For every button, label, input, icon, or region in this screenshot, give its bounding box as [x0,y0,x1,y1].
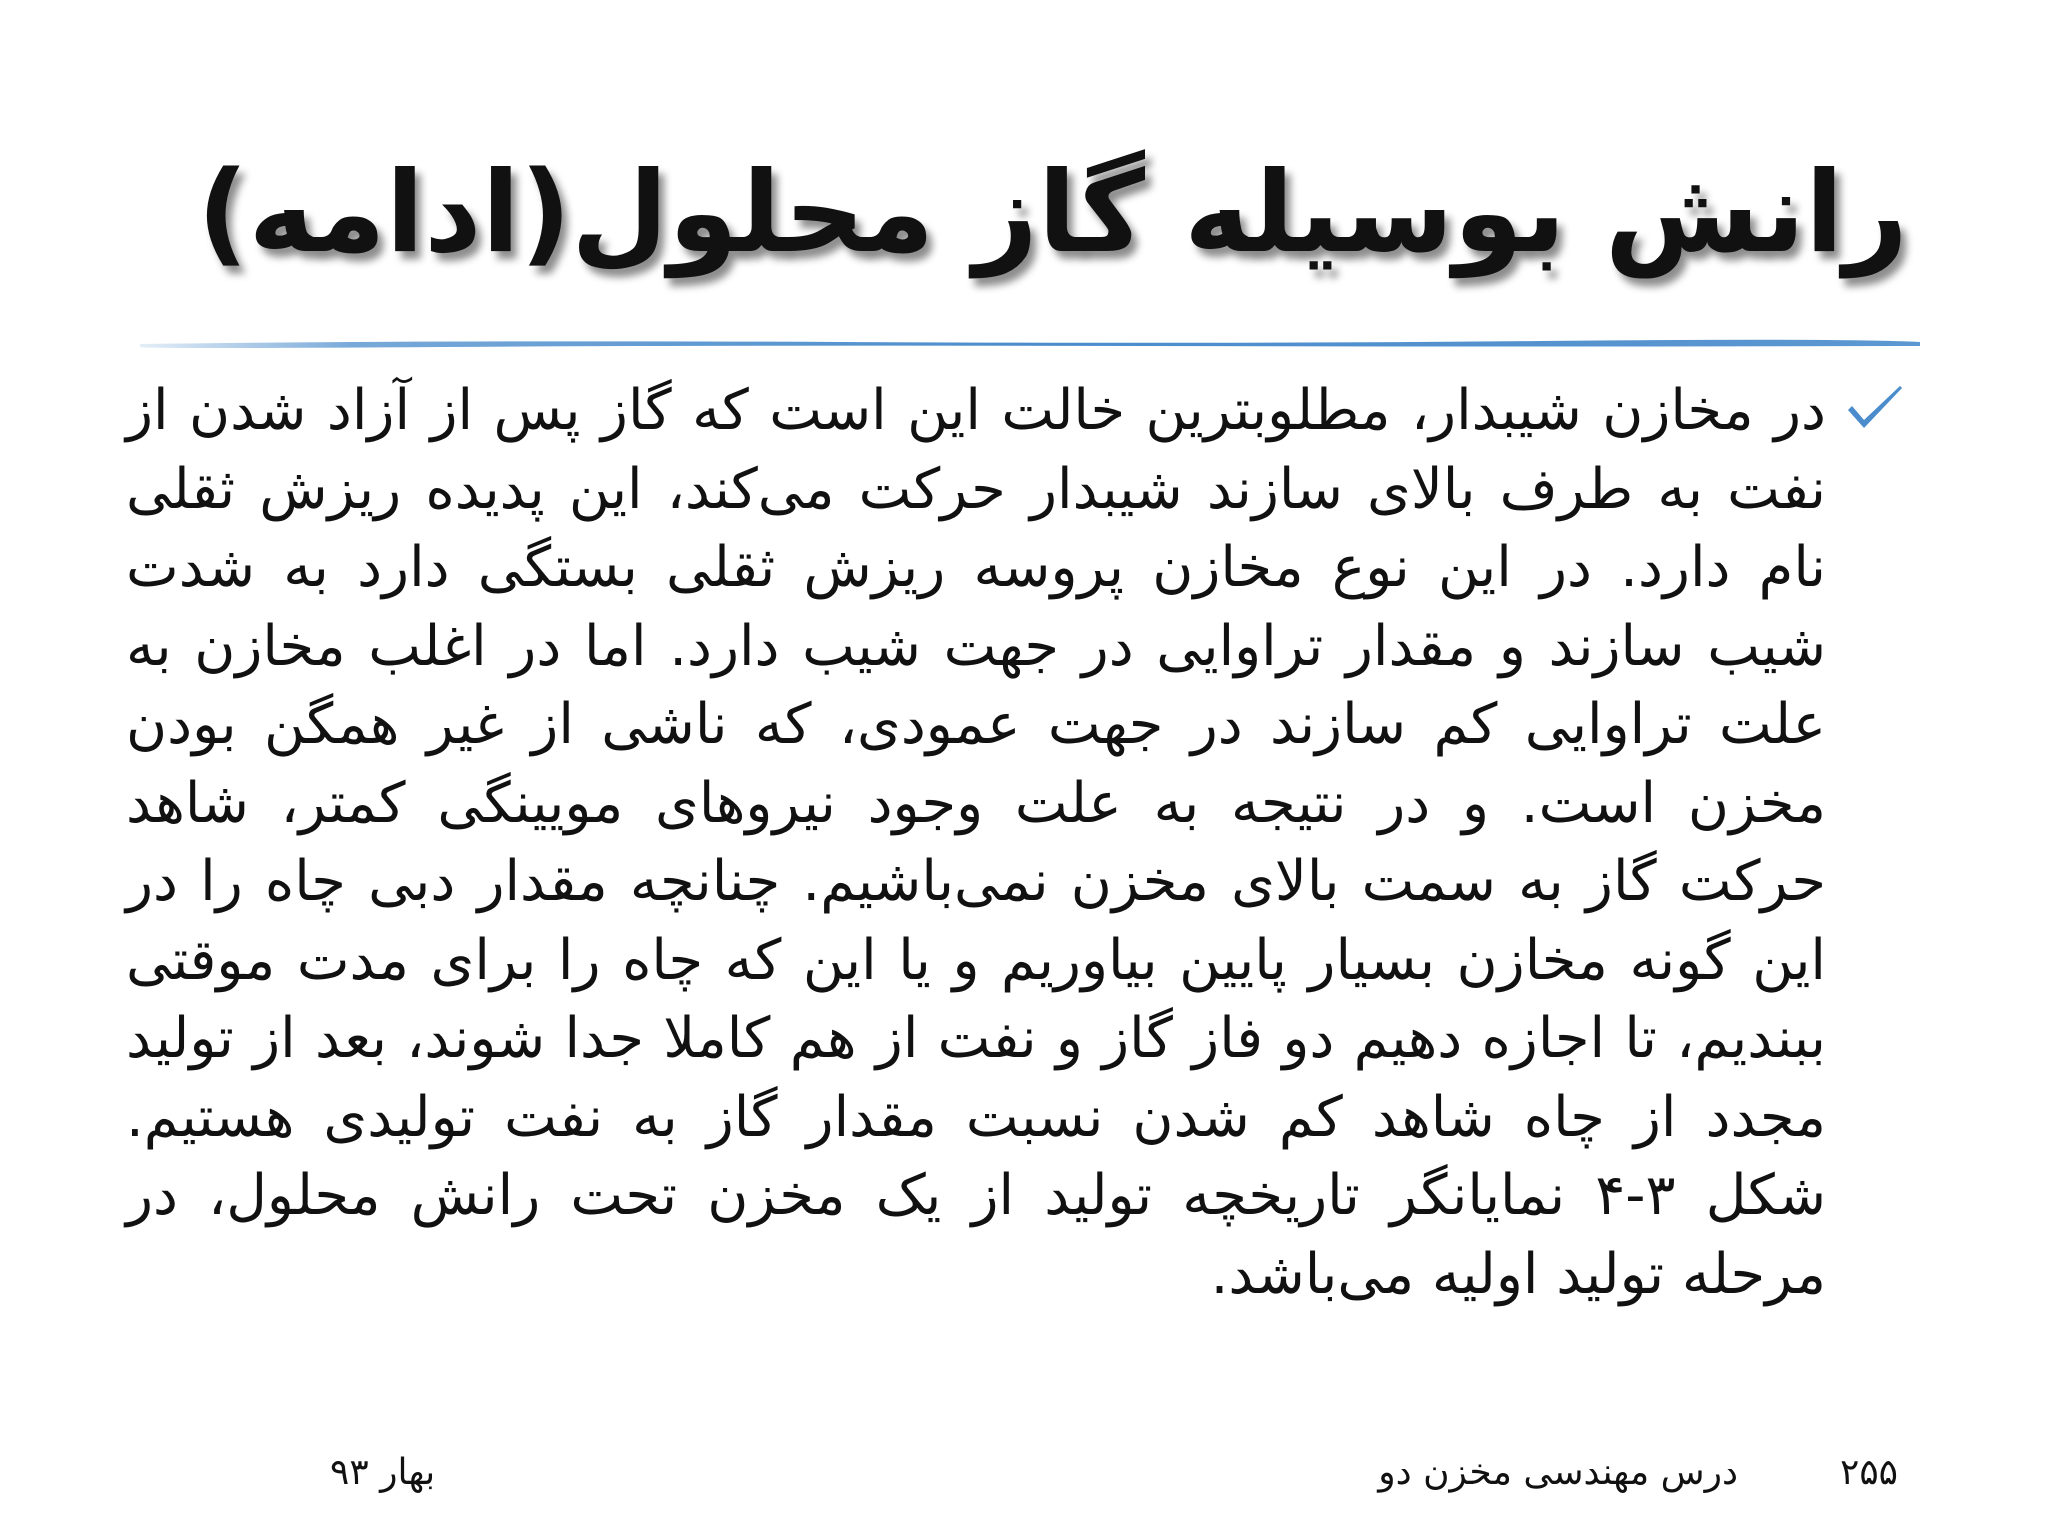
footer-date: بهار ۹۳ [330,1452,436,1493]
slide-content [128,372,1908,1314]
footer-course-name: درس مهندسی مخزن دو [1378,1452,1738,1493]
checkmark-icon [1842,378,1908,444]
title-divider [140,336,1920,350]
page-number: ۲۵۵ [1839,1452,1898,1493]
slide-title: رانش بوسیله گاز محلول(ادامه) [197,148,1908,278]
body-paragraph: در مخازن شیبدار، مطلوبترین خالت این است که گاز پس از آزاد شدن از نفت به طرف بالای سازند شیبدار حرکت می‌کند، این پدیده ریزش ثقلی نام دارد. در این نوع مخازن پروسه ریزش ثقلی بستگی دارد به شدت شیب سازند و مقدار تراوایی در جهت شیب دارد. اما در اغلب مخازن به علت تراوایی کم سازند در جهت عمودی، که ناشی از غیر همگن بودن مخزن است. و در نتیجه به علت وجود نیروهای مویینگی کمتر، شاهد حرکت گاز به سمت بالای مخزن نمی‌باشیم. چنانچه مقدار دبی چاه را در این گونه مخازن بسیار پایین بیاوریم و یا این که چاه را برای مدت موقتی ببندیم، تا اجازه دهیم دو فاز گاز و نفت از هم کاملا جدا شوند، بعد از تولید مجدد از چاه شاهد کم شدن نسبت مقدار گاز به نفت تولیدی هستیم. شکل ۳-۴ نمایانگر تاریخچه تولید از یک مخزن تحت رانش محلول، در مرحله تولید اولیه می‌باشد. [126,378,1827,1307]
